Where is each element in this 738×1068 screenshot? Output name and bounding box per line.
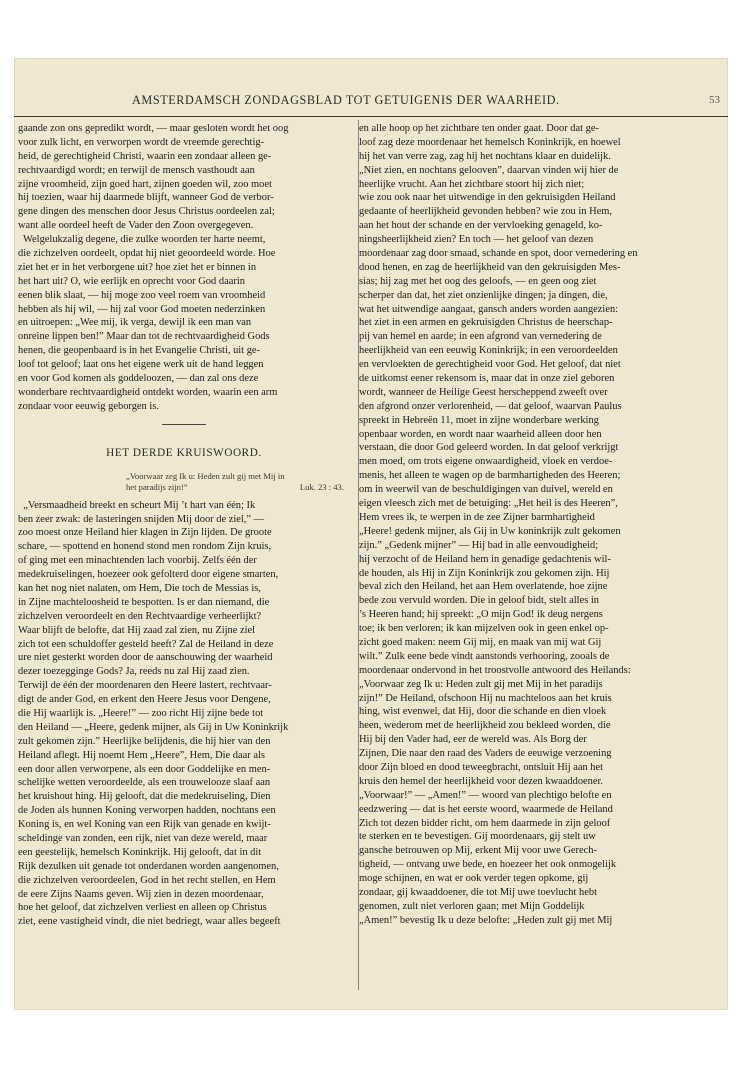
- text-line: hij verzocht of de Heiland hem in genadige gedachtenis wil-: [359, 553, 611, 565]
- text-line: zicht goed maken: neem Gij mij, en maak van mij wat Gij: [359, 636, 602, 648]
- text-line: den afgrond onzer verlorenheid, — dat geloof, waarvan Paulus: [359, 400, 622, 412]
- text-line: en voor God komen als goddeloozen, — dan zal ons deze: [18, 373, 259, 385]
- text-line: Hem vrees ik, te werpen in de zee Zijner barmhartigheid: [359, 511, 595, 523]
- text-line: schare, — spottend en honend stond men rondom Zijn kruis,: [18, 541, 272, 553]
- text-line: moordenaar ondervond in het troostvolle antwoord des Heilands:: [359, 664, 631, 676]
- text-line: gansche betrouwen op Mij, erkent Mij voor uwe Gerech-: [359, 845, 597, 857]
- text-line: de eere Zijns Naams geven. Wij zien in dezen moordenaar,: [18, 888, 264, 900]
- left-intro-text: [18, 122, 350, 414]
- text-line: wonderbare rechtvaardigheid ontdekt worden, waarin een arm: [18, 386, 278, 398]
- text-line: hoe het geloof, dat zichzelven verliest en alleen op Christus: [18, 902, 267, 914]
- text-line: een door allen verworpene, als een door Goddelijke en men-: [18, 763, 271, 775]
- text-line: ningsheerlijkheid zien? En toch — het geloof van dezen: [359, 234, 594, 246]
- text-line: die zichzelven veroordeelen, God in het recht stellen, en Hem: [18, 874, 276, 886]
- page-header: [14, 90, 728, 110]
- text-line: menis, het alleen te wagen op de barmhartigheden des Heeren;: [359, 470, 621, 482]
- text-line: schelijke wetten veroordeelde, als een trouwelooze slaaf aan: [18, 777, 271, 789]
- text-line: moge schijnen, en wat er ook verder tegen opkome, gij: [359, 873, 589, 885]
- text-line: pij van hemel en aarde; in een afgrond van vernedering de: [359, 331, 602, 343]
- text-line: wat het uitwendige aangaat, gansch anders worden aangezien:: [359, 303, 619, 315]
- text-line: scheldinge van zonden, een rijk, niet van deze wereld, maar: [18, 832, 268, 844]
- text-line: zult gekomen zijn.” Heerlijke belijdenis, die hij hier van den: [18, 735, 271, 747]
- text-line: openbaar worden, en wordt naar waarheid alleen door hen: [359, 428, 602, 440]
- text-line: loof zag deze moordenaar het hemelsch Koninkrijk, en hoewel: [359, 136, 621, 148]
- text-line: Hij bij den Vader had, eer de wereld was. Als Borg der: [359, 734, 587, 746]
- right-column: [359, 122, 707, 928]
- text-line: hebben als hij wil, — hij zal voor God moeten nederzinken: [18, 303, 266, 315]
- text-line: kruis den hemel der heerlijkheid voor dezen kwaaddoener.: [359, 775, 604, 787]
- text-line: heen, wederom met de heerlijkheid zou bekleed worden, die: [359, 720, 611, 732]
- text-line: aan het hout der schande en der vervloeking genageld, ko-: [359, 220, 603, 232]
- text-line: zich tot een schuldoffer gesteld heeft? Zal de Heiland in deze: [18, 638, 274, 650]
- text-line: het hart uit? O, wie eerlijk en oprecht voor God daarin: [18, 275, 245, 287]
- text-line: „Heere! gedenk mijner, als Gij in Uw koninkrijk zult gekomen: [359, 525, 621, 537]
- left-column: [18, 122, 350, 929]
- text-line: genomen, zult niet verloren gaan; met Mijn Goddelijk: [359, 900, 585, 912]
- text-line: eigen vleesch zich met de betuiging: „Het heil is des Heeren”,: [359, 498, 618, 510]
- text-line: medekruiselingen, hoezeer ook gefolterd door eigene smarten,: [18, 569, 279, 581]
- text-line: ure niet gesterkt worden door de aanschouwing der waarheid: [18, 652, 273, 664]
- text-line: de Joden als hunnen Koning verworpen hadden, nochtans een: [18, 805, 276, 817]
- left-body-text: [18, 499, 350, 930]
- text-line: die zichzelven oordeelt, opdat hij niet geoordeeld worde. Hoe: [18, 248, 276, 260]
- section-heading: HET DERDE KRUISWOORD.: [106, 446, 262, 459]
- text-line: moordenaar zag door smaad, schande en spot, door vernedering en: [359, 248, 638, 260]
- newspaper-page: [14, 58, 728, 1010]
- text-line: het ziet in een armen en gekruisigden Christus de heerschap-: [359, 317, 613, 329]
- text-line: voor zulk licht, en verworpen wordt de vreemde gerechtig-: [18, 136, 265, 148]
- text-line: dezer toezegginge Gods? Ja, reeds nu zal Hij zaad zien.: [18, 666, 250, 678]
- text-line: Terwijl de één der moordenaren den Heere lastert, rechtvaar-: [18, 680, 272, 692]
- text-line: sias; hij zag met het oog des geloofs, — en geen oog ziet: [359, 275, 597, 287]
- epigraph-reference: Luk. 23 : 43.: [299, 481, 344, 492]
- right-body-text: [359, 122, 707, 928]
- text-line: bede zou vervuld worden. Die in geloof bidt, stelt alles in: [359, 595, 600, 607]
- text-line: heerlijkheid van een eeuwig Koninkrijk; in een veroordeelden: [359, 345, 618, 357]
- text-line: beval zich den Heiland, het aan Hem overlatende, hoe zijne: [359, 581, 608, 593]
- text-line: hij toezien, waar hij daarmede blijft, wanneer God de verbor-: [18, 192, 274, 204]
- text-line: Zijnen, Die naar den raad des Vaders de eeuwige verzoening: [359, 748, 612, 760]
- text-line: kan het nog niet nalaten, om Hem, Die toch de Messias is,: [18, 582, 261, 594]
- text-line: want alle oordeel heeft de Vader den Zoon overgegeven.: [18, 220, 254, 232]
- text-line: Rijk dezulken uit genade tot onderdanen worden aangenomen,: [18, 860, 279, 872]
- header-title: AMSTERDAMSCH ZONDAGSBLAD TOT GETUIGENIS DER WAARHEID.: [132, 93, 560, 107]
- text-line: en alle hoop op het zichtbare ten onder gaat. Door dat ge-: [359, 123, 599, 134]
- text-line: toe; ik ben verloren; ik kan mijzelven ook in geen enkel op-: [359, 623, 609, 635]
- text-line: onreine lippen ben!” Maar dan tot de rechtvaardigheid Gods: [18, 331, 270, 343]
- text-line: de houden, als Hij in Zijn Koninkrijk zou gekomen zijn. Hij: [359, 567, 610, 579]
- text-line: spreekt in Hebreën 11, moet in zijne wonderbare werking: [359, 414, 599, 426]
- text-line: gaande zon ons gepredikt wordt, — maar gesloten wordt het oog: [18, 123, 289, 134]
- text-line: henen, die geopenbaard is in het Evangelie Christi, uit ge-: [18, 345, 261, 357]
- text-line: Waar blijft de belofte, dat Hij zaad zal zien, nu Zijne ziel: [18, 624, 256, 636]
- text-line: Zich tot dezen bidder richt, om hem daarmede in zijn geloof: [359, 817, 611, 829]
- text-line: „Versmaadheid breekt en scheurt Mij ’t hart van één; Ik: [18, 499, 256, 511]
- text-line: heid, de gerechtigheid Christi, waarin een zondaar alleen ge-: [18, 150, 272, 162]
- text-line: „Voorwaar zeg Ik u: Heden zult gij met Mij in het paradijs: [359, 678, 603, 690]
- text-line: wie zou ook naar het uitwendige in den gekruisigden Heiland: [359, 192, 616, 204]
- epigraph-line-text: het paradijs zijn!”: [126, 481, 188, 492]
- text-line: ziet, eene vastigheid vindt, die niet bedriegt, waar alles begeeft: [18, 916, 281, 928]
- text-line: den Heiland — „Heere, gedenk mijner, als Gij in Uw Koninkrijk: [18, 721, 289, 733]
- page-number: 53: [709, 94, 720, 106]
- text-line: rechtvaardigd wordt; en terwijl de mensch vasthoudt aan: [18, 164, 255, 176]
- text-line: hij het van verre zag, zag hij het nochtans klaar en duidelijk.: [359, 150, 611, 162]
- text-line: gene dingen des menschen door Jesus Christus oordeelen zal;: [18, 206, 275, 218]
- text-line: die Hij waarlijk is. „Heere!” — zoo richt Hij zijne bede tot: [18, 707, 264, 719]
- text-line: door Zijn bloed en dood teweegbracht, ontsluit Hij aan het: [359, 761, 604, 773]
- text-line: zijn!” De Heiland, ofschoon Hij nu machteloos aan het kruis: [359, 692, 612, 704]
- epigraph-line: „Voorwaar zeg Ik u: Heden zult gij met Mij in: [126, 470, 285, 481]
- text-line: het kruishout hing. Hij gelooft, dat die medekruiseling, Dien: [18, 791, 271, 803]
- text-line: loof tot geloof; laat ons het eigene werk uit de hand leggen: [18, 359, 264, 371]
- text-line: ziet het er in het verborgene uit? hoe ziet het er binnen in: [18, 261, 257, 273]
- text-line: of ging met een minachtenden lach voorbij. Zelfs één der: [18, 555, 257, 567]
- text-line: zoo moest onze Heiland hier klagen in Zijn lijden. De groote: [18, 527, 272, 539]
- text-line: Koning is, en wel Koning van een Rijk van genade en kwijt-: [18, 819, 271, 831]
- text-line: verstaan, die door God geleerd worden. In dat geloof verkrijgt: [359, 442, 619, 454]
- text-line: scherper dan dat, het ziet onzienlijke dingen; ja dingen, die,: [359, 289, 608, 301]
- epigraph-line: [126, 482, 350, 493]
- text-line: heerlijke vrucht. Aan het zichtbare stoort hij zich niet;: [359, 178, 585, 190]
- text-line: zijn.” „Gedenk mijner” — Hij bad in alle eenvoudigheid;: [359, 539, 599, 551]
- text-line: men moed, om trots eigene onwaardigheid, vloek en verdoe-: [359, 456, 613, 468]
- section-separator: [162, 424, 206, 425]
- epigraph: [126, 471, 350, 493]
- text-line: digt de ander God, en erkent den Heere Jesus voor Dengene,: [18, 694, 271, 706]
- text-line: zondaar, gij kwaaddoener, die tot Mij uwe toevlucht hebt: [359, 886, 597, 898]
- text-line: en vervloekten de gerechtigheid voor God. Het geloof, dat niet: [359, 359, 621, 371]
- text-line: „Voorwaar!” — „Amen!” — woord van plechtigo belofte en: [359, 789, 612, 801]
- text-line: eenen blik slaat, — hij moge zoo veel roem van vroomheid: [18, 289, 266, 301]
- text-line: zijne vroomheid, zijn goed hart, zijnen goeden wil, zoo moet: [18, 178, 272, 190]
- text-line: eedzwering — dat is het eerste woord, waarmede de Heiland: [359, 803, 613, 815]
- text-line: en uitroepen: „Wee mij, ik verga, dewijl ik een man van: [18, 317, 252, 329]
- text-line: zondaar voor eeuwig geborgen is.: [18, 400, 159, 412]
- text-line: in Zijne machteloosheid te bespotten. Is er dan niemand, die: [18, 596, 270, 608]
- header-rule: [14, 116, 728, 117]
- text-line: Heiland aflegt. Hij noemt Hem „Heere”, Hem, Die daar als: [18, 749, 265, 761]
- text-line: hing, wist evenwel, dat Hij, door die schande en dien vloek: [359, 706, 607, 718]
- text-line: wilt.” Zulk eene bede vindt aanstonds verhooring, zooals de: [359, 650, 610, 662]
- text-line: wordt, wanneer de Heilige Geest herscheppend zweeft over: [359, 386, 608, 398]
- text-line: te sterken en te bevestigen. Gij moordenaars, gij stelt uw: [359, 831, 596, 843]
- text-line: ben zeer zwak: de lasteringen snijden Mij door de ziel,” —: [18, 513, 265, 525]
- text-line: dood henen, en zag de heerlijkheid van den gekruisigden Mes-: [359, 261, 621, 273]
- text-line: ’s Heeren hand; hij spreekt: „O mijn God! ik deug nergens: [359, 609, 603, 621]
- text-line: „Amen!” bevestig Ik u deze belofte: „Heden zult gij met Mij: [359, 914, 613, 926]
- text-line: gedaante of heerlijkheid gevonden hebben? wie zou in Hem,: [359, 206, 613, 218]
- text-line: tigheid, — ontvang uwe bede, en hoezeer het ook onmogelijk: [359, 859, 617, 871]
- text-line: om in weerwil van de beschuldigingen van duivel, wereld en: [359, 484, 613, 496]
- text-line: een geestelijk, hemelsch Koninkrijk. Hij gelooft, dat in dit: [18, 846, 262, 858]
- text-line: de uitkomst eener rekensom is, maar dat in onze ziel geboren: [359, 373, 615, 385]
- text-line: zichzelven veroordeelt en den Rechtvaardige verheerlijkt?: [18, 610, 262, 622]
- text-line: „Niet zien, en nochtans gelooven”, daarvan vinden wij hier de: [359, 164, 619, 176]
- text-line: Welgelukzalig degene, die zulke woorden ter harte neemt,: [18, 234, 266, 246]
